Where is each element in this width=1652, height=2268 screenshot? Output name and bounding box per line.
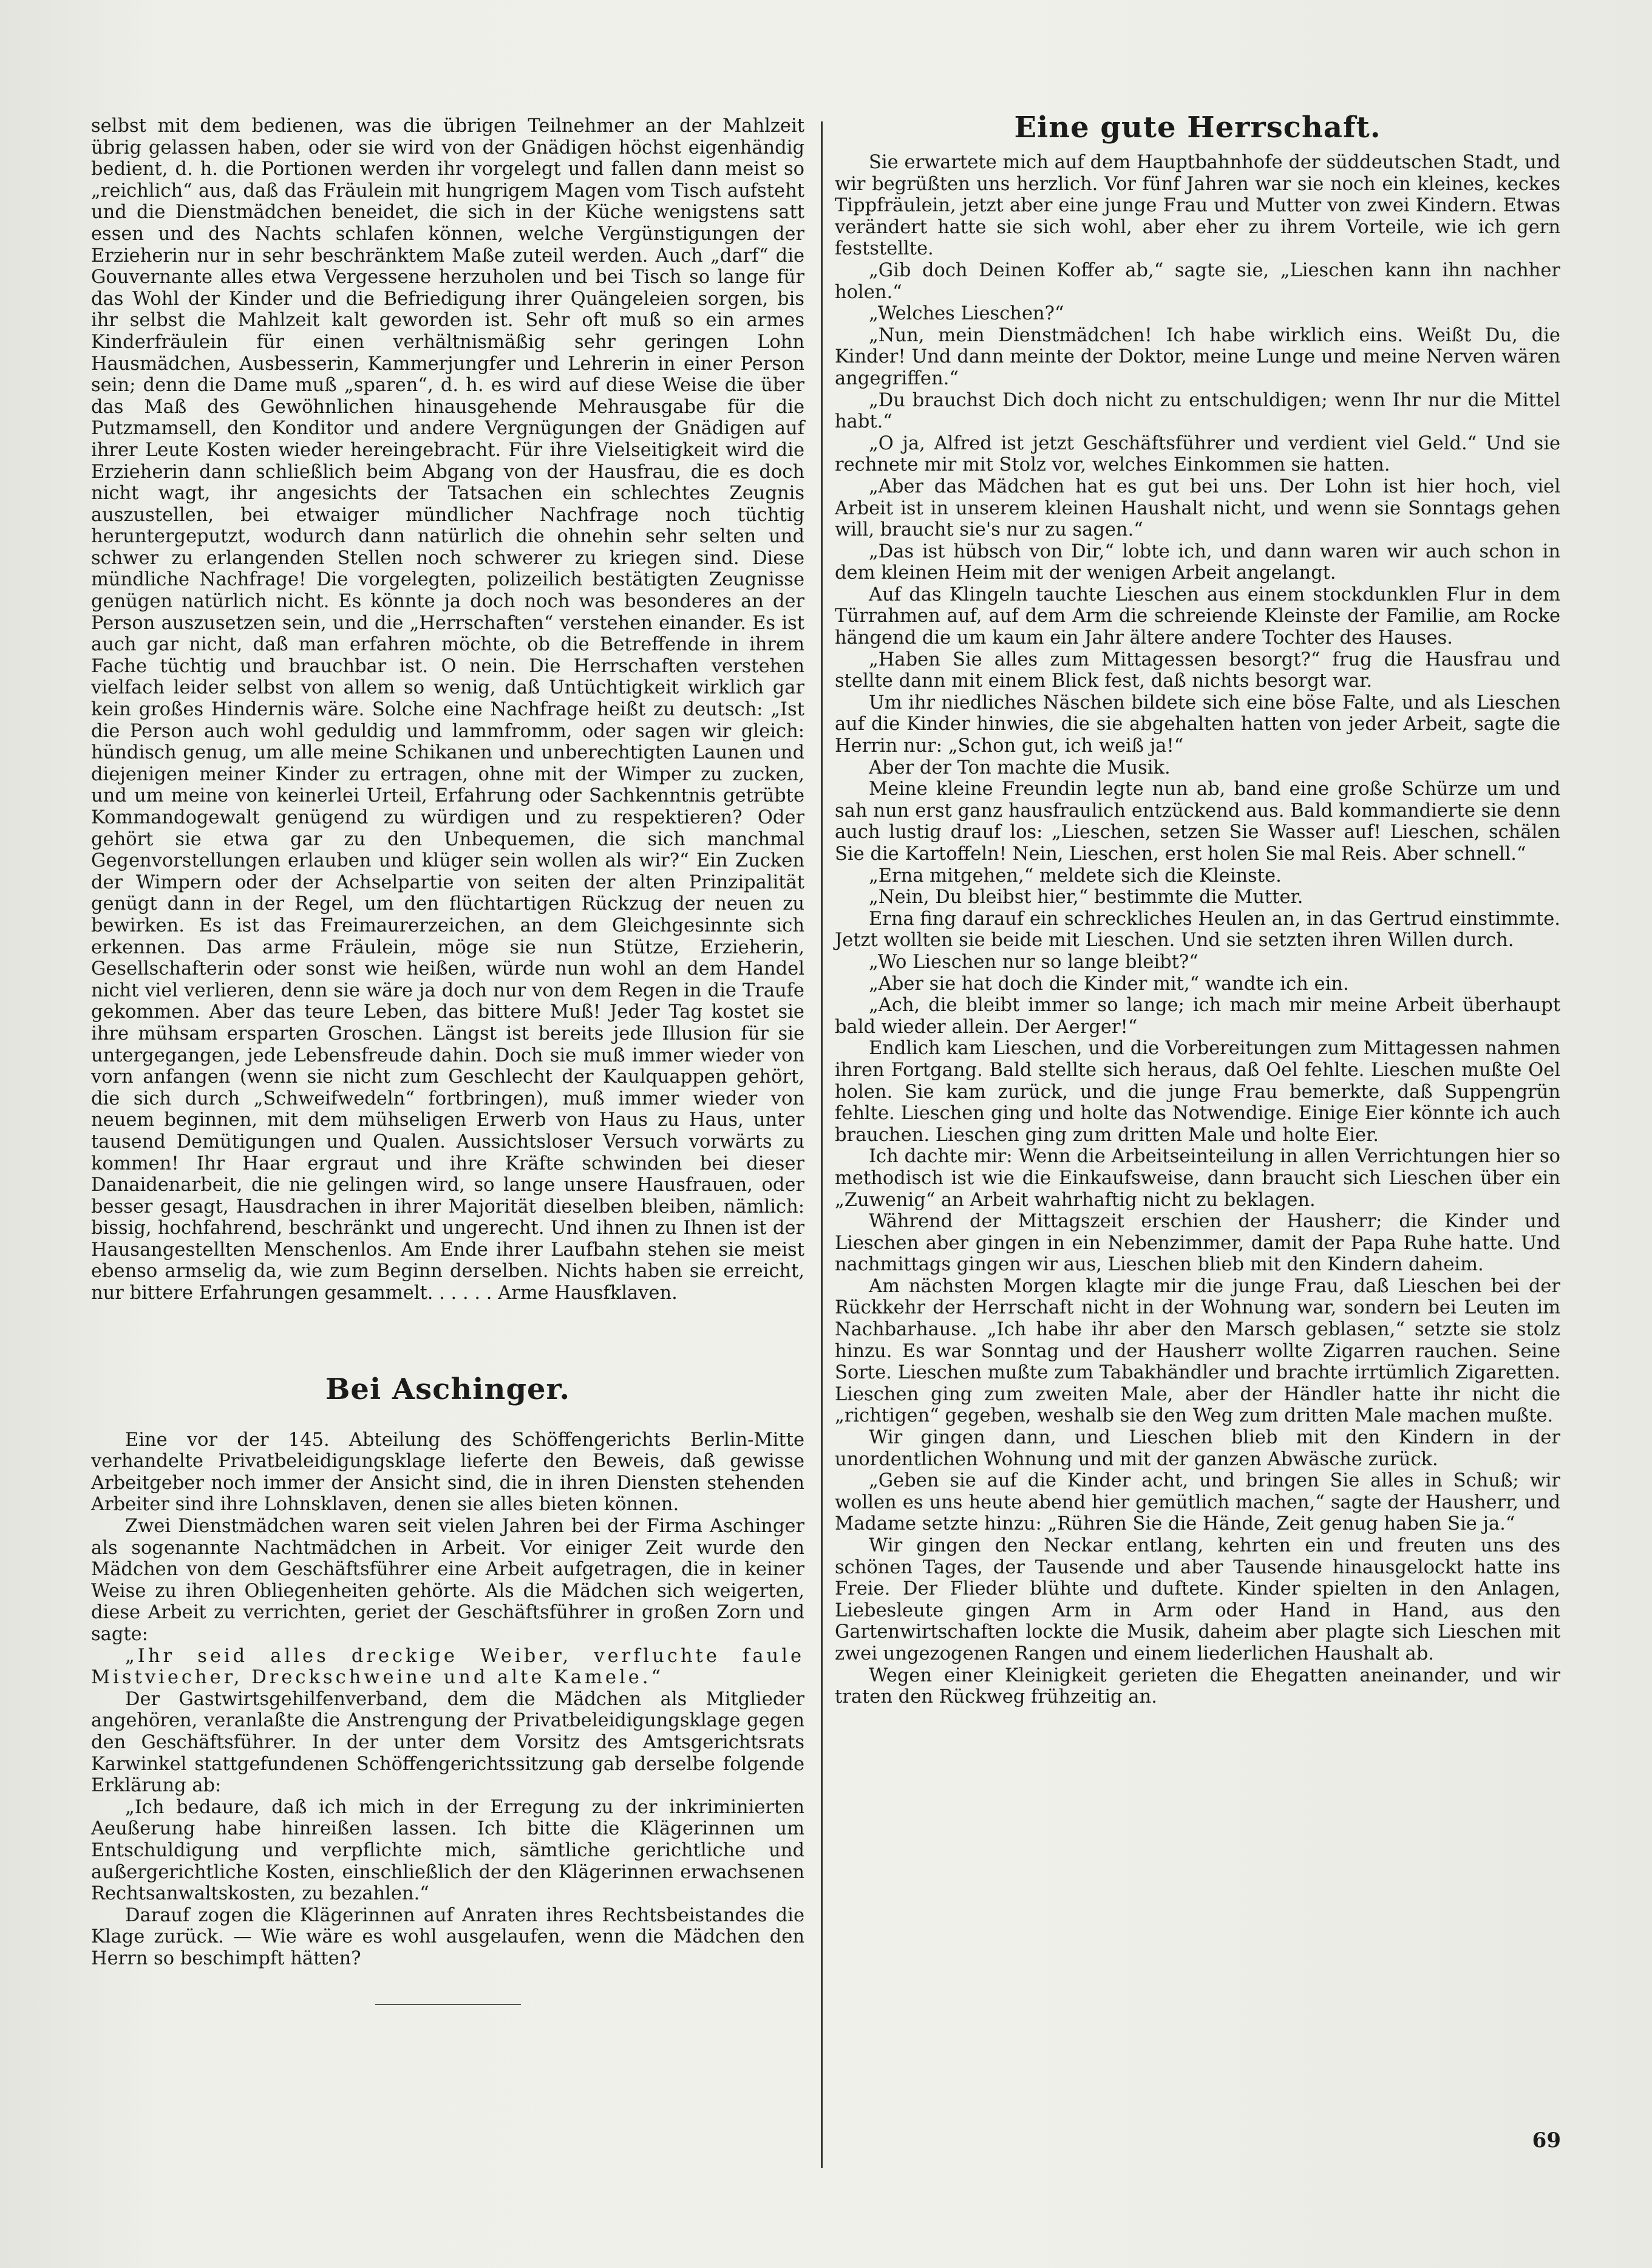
story-paragraph: Während der Mittagszeit erschien der Hausherr; die Kinder und Lieschen aber gingen in ein Nebenzimmer, damit der Papa Ruhe hatte. Und nachmittags gingen wir aus, Lieschen blieb mit den Kindern daheim. [835,1211,1560,1276]
section-heading-eine-gute-herrschaft: Eine gute Herrschaft. [1014,111,1381,145]
article-paragraph: Der Gastwirtsgehilfenverband, dem die Mädchen als Mitglieder angehören, veranlaßte die Anstrengung der Privatbeleidigungsklage gegen den Geschäftsführer. In der unter dem Vorsitz des Amtsgerichtsrats Karwinkel stattgefundenen Schöffengerichtssitzung gab derselbe folgende Erklärung ab: [91,1688,804,1797]
left-column [91,115,804,2005]
story-paragraph: Wir gingen den Neckar entlang, kehrten ein und freuten uns des schönen Tages, der Tausende und aber Tausende hinausgelockt hatte ins Freie. Der Flieder blühte und duftete. Kinder spielten in den Anlagen, Liebesleute gingen Arm in Arm oder Hand in Hand, aus den Gartenwirtschaften lockte die Musik, daheim aber plagte sich Lieschen mit zwei ungezogenen Rangen und einem liederlichen Haushalt ab. [835,1535,1560,1664]
article-paragraph: Zwei Dienstmädchen waren seit vielen Jahren bei der Firma Aschinger als sogenannte Nachtmädchen in Arbeit. Vor einiger Zeit wurde den Mädchen von dem Geschäftsführer eine Arbeit aufgetragen, die in keiner Weise zu ihren Obliegenheiten gehörte. Als die Mädchen sich weigerten, diese Arbeit zu verrichten, geriet der Geschäftsführer in großen Zorn und sagte: [91,1516,804,1645]
story-paragraph: „Haben Sie alles zum Mittagessen besorgt?“ frug die Hausfrau und stellte dann mit einem Blick fest, daß nichts besorgt war. [835,649,1560,692]
story-paragraph: Endlich kam Lieschen, und die Vorbereitungen zum Mittagessen nahmen ihren Fortgang. Bald stellte sich heraus, daß Oel fehlte. Lieschen mußte Oel holen. Sie kam zurück, und die junge Frau bemerkte, daß Suppengrün fehlte. Lieschen ging und holte das Notwendige. Einige Eier könnte ich auch brauchen. Lieschen ging zum dritten Male und holte Eier. [835,1038,1560,1146]
story-paragraph: Meine kleine Freundin legte nun ab, band eine große Schürze um und sah nun erst ganz hausfraulich entzückend aus. Bald kommandierte sie denn auch lustig drauf los: „Lieschen, setzen Sie Wasser auf! Lieschen, schälen Sie die Kartoffeln! Nein, Lieschen, erst holen Sie mal Reis. Aber schnell.“ [835,778,1560,865]
story-paragraph: Am nächsten Morgen klagte mir die junge Frau, daß Lieschen bei der Rückkehr der Herrschaft nicht in der Wohnung war, sondern bei Leuten im Nachbarhause. „Ich habe ihr aber den Marsch geblasen,“ setzte sie stolz hinzu. Es war Sonntag und der Hausherr wollte Zigarren rauchen. Seine Sorte. Lieschen mußte zum Tabakhändler und brachte irrtümlich Zigaretten. Lieschen ging zum zweiten Male, aber der Händler hatte ihr nicht die „richtigen“ gegeben, weshalb sie den Weg zum dritten Male machen mußte. [835,1275,1560,1427]
story-paragraph: „O ja, Alfred ist jetzt Geschäftsführer und verdient viel Geld.“ Und sie rechnete mir mit Stolz vor, welches Einkommen sie hatten. [835,432,1560,476]
story-paragraph: „Geben sie auf die Kinder acht, und bringen Sie alles in Schuß; wir wollen es uns heute abend hier gemütlich machen,“ sagte der Hausherr, und Madame setzte hinzu: „Rühren Sie die Hände, Zeit genug haben Sie ja.“ [835,1470,1560,1535]
story-paragraph: „Nein, Du bleibst hier,“ bestimmte die Mutter. [869,887,1304,908]
page-number: 69 [1532,2128,1561,2153]
story-paragraph: „Welches Lieschen?“ [869,303,1064,325]
story-paragraph: Auf das Klingeln tauchte Lieschen aus einem stockdunklen Flur in dem Türrahmen auf, auf dem Arm die schreiende Kleinste der Familie, am Rocke hängend die um kaum ein Jahr ältere andere Tochter des Hauses. [835,584,1560,649]
story-paragraph: Ich dachte mir: Wenn die Arbeitseinteilung in allen Verrichtungen hier so methodisch ist wie die Einkaufsweise, dann braucht sich Lieschen über ein „Zuwenig“ an Arbeit wahrhaftig nicht zu beklagen. [835,1146,1560,1211]
story-paragraph: „Das ist hübsch von Dir,“ lobte ich, und dann waren wir auch schon in dem kleinen Heim mit der wenigen Arbeit angelangt. [835,540,1560,584]
story-paragraph: Sie erwartete mich auf dem Hauptbahnhofe der süddeutschen Stadt, und wir begrüßten uns herzlich. Vor fünf Jahren war sie noch ein kleines, keckes Tippfräulein, jetzt aber eine junge Frau und Mutter von zwei Kindern. Etwas verändert hatte sie sich wohl, aber eher zu ihrem Vorteile, wie ich gern feststellte. [835,152,1560,260]
story-paragraph: „Du brauchst Dich doch nicht zu entschuldigen; wenn Ihr nur die Mittel habt.“ [835,389,1560,433]
story-paragraph: „Aber das Mädchen hat es gut bei uns. Der Lohn ist hier hoch, viel Arbeit ist in unserem kleinen Haushalt nicht, und wenn sie Sonntags gehen will, braucht sie's nur zu sagen.“ [835,475,1560,541]
story-paragraph: „Gib doch Deinen Koffer ab,“ sagte sie, „Lieschen kann ihn nachher holen.“ [835,259,1560,303]
quoted-insult: „Ihr seid alles dreckige Weiber, verfluchte faule Mistviecher, Dreckschweine und alte Kamele.“ [91,1645,804,1689]
article-paragraph: Darauf zogen die Klägerinnen auf Anraten ihres Rechtsbeistandes die Klage zurück. — Wie wäre es wohl ausgelaufen, wenn die Mädchen den Herrn so beschimpft hätten? [91,1904,804,1969]
story-paragraph: Erna fing darauf ein schreckliches Heulen an, in das Gertrud einstimmte. Jetzt wollten sie beide mit Lieschen. Und sie setzten ihren Willen durch. [835,908,1560,952]
end-rule [375,2004,521,2005]
column-divider [821,121,823,2168]
story-paragraph: Wir gingen dann, und Lieschen blieb mit den Kindern in der unordentlichen Wohnung und mit der ganzen Abwäsche zurück. [835,1427,1560,1470]
story-paragraph: „Nun, mein Dienstmädchen! Ich habe wirklich eins. Weißt Du, die Kinder! Und dann meinte der Doktor, meine Lunge und meine Nerven wären angegriffen.“ [835,324,1560,389]
story-paragraph: „Aber sie hat doch die Kinder mit,“ wandte ich ein. [869,973,1349,995]
quoted-statement: „Ich bedaure, daß ich mich in der Erregung zu der inkriminierten Aeußerung habe hinreißen lassen. Ich bitte die Klägerinnen um Entschuldigung und verpflichte mich, sämtliche gerichtliche und außergerichtliche Kosten, einschließlich der den Klägerinnen erwachsenen Rechtsanwaltskosten, zu bezahlen.“ [91,1796,804,1905]
section-heading-bei-aschinger: Bei Aschinger. [325,1372,571,1406]
story-paragraph: „Erna mitgehen,“ meldete sich die Kleinste. [869,865,1282,887]
story-paragraph: „Ach, die bleibt immer so lange; ich mach mir meine Arbeit überhaupt bald wieder allein. Der Aerger!“ [835,995,1560,1038]
right-column [835,152,1560,1708]
story-paragraph: Um ihr niedliches Näschen bildete sich eine böse Falte, und als Lieschen auf die Kinder hinwies, die sie abgehalten hatten von jeder Arbeit, sagte die Herrin nur: „Schon gut, ich weiß ja!“ [835,692,1560,757]
article-paragraph: selbst mit dem bedienen, was die übrigen Teilnehmer an der Mahlzeit übrig gelassen haben, oder sie wird von der Gnädigen höchst eigenhändig bedient, d. h. die Portionen werden ihr vorgelegt und fallen dann meist so „reichlich“ aus, daß das Fräulein mit hungrigem Magen vom Tisch aufsteht und die Dienstmädchen beneidet, die sich in der Küche wenigstens satt essen und des Nachts schlafen können, welche Vergünstigungen der Erzieherin nur in sehr beschränktem Maße zuteil werden. Auch „darf“ die Gouvernante alles etwa Vergessene herzuholen und bei Tisch so lange für das Wohl der Kinder und die Befriedigung ihrer Quängeleien sorgen, bis ihr selbst die Mahlzeit kalt geworden ist. Sehr oft muß so ein armes Kinderfräulein für einen verhältnismäßig sehr geringen Lohn Hausmädchen, Ausbesserin, Kammerjungfer und Lehrerin in einer Person sein; denn die Dame muß „sparen“, d. h. es wird auf diese Weise die über das Maß des Gewöhnlichen hinausgehende Mehrausgabe für die Putzmamsell, den Konditor und andere Vergnügungen der Gnädigen auf ihrer Leute Kosten wieder hereingebracht. Für ihre Vielseitigkeit wird die Erzieherin dann schließlich beim Abgang von der Hausfrau, die es doch nicht wagt, ihr angesichts der Tatsachen ein schlechtes Zeugnis auszustellen, bei etwaiger mündlicher Nachfrage noch tüchtig heruntergeputzt, wodurch dann natürlich die ohnehin sehr selten und schwer zu erlangenden Stellen noch schwerer zu kriegen sind. Diese mündliche Nachfrage! Die vorgelegten, polizeilich bestätigten Zeugnisse genügen natürlich nicht. Es könnte ja doch noch was besonderes an der Person auszusetzen sein, und die „Herrschaften“ verstehen einander. Es ist auch gar nicht, daß man erfahren möchte, ob die Betreffende in ihrem Fache tüchtig und brauchbar ist. O nein. Die Herrschaften verstehen vielfach leider selbst von allem so wenig, daß Untüchtigkeit wirklich gar kein großes Hindernis wäre. Solche eine Nachfrage heißt zu deutsch: „Ist die Person auch wohl geduldig und lammfromm, oder sagen wir gleich: hündisch genug, um alle meine Schikanen und unberechtigten Launen und diejenigen meiner Kinder zu ertragen, ohne mit der Wimper zu zucken, und um meine von keinerlei Urteil, Erfahrung oder Sachkenntnis getrübte Kommandogewalt genügend zu würdigen und zu respektieren? Oder gehört sie etwa gar zu den Unbequemen, die sich manchmal Gegenvorstellungen erlauben und klüger sein wollen als wir?“ Ein Zucken der Wimpern oder der Achselpartie von seiten der alten Prinzipalität genügt dann in der Regel, um den flüchtartigen Rückzug der neuen zu bewirken. Es ist das Freimaurerzeichen, an dem Gleichgesinnte sich erkennen. Das arme Fräulein, möge sie nun Stütze, Erzieherin, Gesellschafterin oder sonst wie heißen, würde nun wohl an dem Handel nicht viel verlieren, denn sie wäre ja doch nur von dem Regen in die Traufe gekommen. Aber das teure Leben, das bittere Muß! Jeder Tag kostet sie ihre mühsam ersparten Groschen. Längst ist bereits jede Illusion für sie untergegangen, jede Lebensfreude dahin. Doch sie muß immer wieder von vorn anfangen (wenn sie nicht zum Geschlecht der Kaulquappen gehört, die sich durch „Schweifwedeln“ fortbringen), muß immer wieder von neuem beginnen, mit dem mühseligen Erwerb von Haus zu Haus, unter tausend Demütigungen und Qualen. Aussichtsloser Versuch vorwärts zu kommen! Ihr Haar ergraut und ihre Kräfte schwinden bei dieser Danaidenarbeit, die nie gelingen wird, so lange unsere Hausfrauen, oder besser gesagt, Hausdrachen in ihrer Majorität dieselben bleiben, nämlich: bissig, hochfahrend, beschränkt und ungerecht. Und ihnen zu Ihnen ist der Hausangestellten Menschenlos. Am Ende ihrer Laufbahn stehen sie meist ebenso armselig da, wie zum Beginn derselben. Nichts haben sie erreicht, nur bittere Erfahrungen gesammelt. . . . . . Arme Hausfklaven. [91,115,804,1304]
story-paragraph: Aber der Ton machte die Musik. [869,757,1171,778]
story-paragraph: Wegen einer Kleinigkeit gerieten die Ehegatten aneinander, und wir traten den Rückweg frühzeitig an. [835,1664,1560,1708]
article-paragraph: Eine vor der 145. Abteilung des Schöffengerichts Berlin-Mitte verhandelte Privatbeleidigungsklage lieferte den Beweis, daß gewisse Arbeitgeber noch immer der Ansicht sind, die in ihren Diensten stehenden Arbeiter sind ihre Lohnsklaven, denen sie alles bieten können. [91,1429,804,1516]
story-paragraph: „Wo Lieschen nur so lange bleibt?“ [869,951,1198,973]
